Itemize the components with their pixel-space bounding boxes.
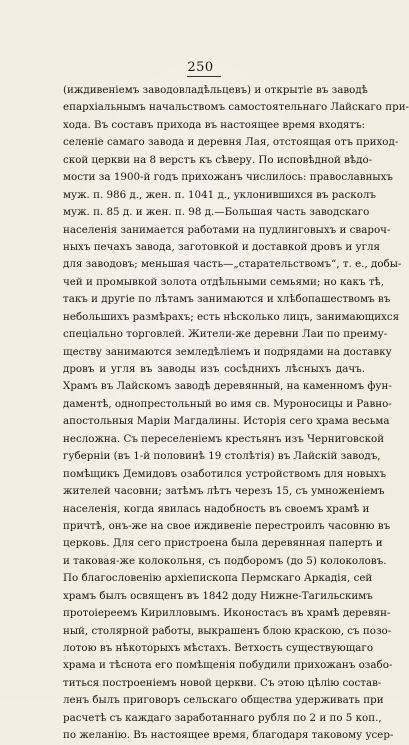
text-line: причтѣ, онъ-же на свое иждивенiе перестроилъ часовню въ <box>63 519 391 532</box>
text-line: церковь. Для сего пристроена была деревянная паперть и <box>63 537 383 550</box>
text-line: селенiе самаго завода и деревня Лая, отстоящая отъ приход- <box>63 136 399 149</box>
text-line: населенiя занимается работами на пудлинговыхъ и свароч- <box>63 223 391 236</box>
text-line: дровъ и угля въ заводы изъ сосѣднихъ лѣсныхъ дачъ. <box>63 363 365 375</box>
text-line: помѣщикъ Демидовъ озаботился устройствомъ для новыхъ <box>63 467 386 480</box>
text-line: губернiи (въ 1-й половинѣ 19 столѣтiя) въ Лайскiй заводъ, <box>63 450 381 463</box>
text-line: муж. п. 85 д. и жен. п. 98 д.—Большая часть заводскаго <box>63 206 370 219</box>
text-line: протоiереемъ Кирилловымъ. Иконостасъ въ храмѣ деревян- <box>63 607 391 620</box>
text-line: ныхъ печахъ завода, заготовкой и доставкой дровъ и угля <box>63 240 381 253</box>
page-number-underline <box>187 76 221 77</box>
text-line: титься построенiемъ новой церкви. Съ этою цѣлiю состав- <box>63 676 382 689</box>
text-line: спецiально торговлей. Жители-же деревни Лаи по преиму- <box>63 328 388 341</box>
text-line: хода. Въ составъ прихода въ настоящее время входятъ: <box>63 118 366 131</box>
text-line: ный, столярной работы, выкрашенъ блою краскою, съ позо- <box>63 624 392 637</box>
text-line: ской церкви на 8 верстъ къ сѣверу. По исповѣдной вѣдо- <box>63 153 373 166</box>
text-line: несложна. Съ переселенiемъ крестьянъ изъ Черниговской <box>63 432 385 445</box>
text-line: расчетѣ съ каждаго заработаннаго рубля по 2 и по 5 коп., <box>63 711 382 724</box>
text-line: (иждивенiемъ заводовладѣльцевъ) и открытiе въ заводѣ <box>63 84 368 96</box>
text-line: апостольныя Марiи Магдалины. Исторiя сего храма весьма <box>63 415 390 428</box>
page-number: 250 <box>187 60 214 75</box>
text-line: Храмъ въ Лайскомъ заводѣ деревянный, на каменномъ фун- <box>63 380 392 393</box>
text-line: чей и промывкой золота отдѣльными семьями; но какъ тѣ, <box>63 275 384 288</box>
text-line: населенiя, когда явилась надобность въ своемъ храмѣ и <box>63 502 370 515</box>
body-text <box>63 82 409 745</box>
text-line: По благословенiю архiепископа Пермскаго Аркадiя, сей <box>63 572 373 585</box>
text-line: епархiальнымъ начальствомъ самостоятельнаго Лайскаго при- <box>63 101 409 114</box>
text-line: ленъ былъ приговоръ сельскаго общества удерживать при <box>63 694 384 707</box>
text-line: даментѣ, однопрестольный во имя св. Муроносицы и Равно- <box>63 397 392 410</box>
text-line: храма и тѣснота его помѣщенiя побудили прихожанъ озабо- <box>63 659 393 672</box>
text-line: для заводовъ; меньшая часть—„старательствомъ“, т. е., добы- <box>63 258 402 271</box>
text-line: небольшихъ размѣрахъ; есть нѣсколько лицъ, занимающихся <box>63 310 400 323</box>
text-line: жителей часовни; затѣмъ лѣтъ черезъ 15, съ умноженiемъ <box>63 485 385 498</box>
text-line: храмъ былъ освященъ въ 1842 доду Нижне-Тагильскимъ <box>63 589 373 602</box>
text-line: мости за 1900-й годъ прихожанъ числилось: православныхъ <box>63 171 393 184</box>
text-line: и таковая-же колокольня, съ подборомъ (до 5) колоколовъ. <box>63 554 387 567</box>
text-line: лотою въ нѣкоторыхъ мѣстахъ. Ветхость существующаго <box>63 642 374 654</box>
text-line: такъ и другiе по лѣтамъ занимаются и хлѣбопашествомъ въ <box>63 293 391 306</box>
text-line: ществу занимаются земледѣлiемъ и подрядами на доставку <box>63 345 392 358</box>
text-line: муж. п. 986 д., жен. п. 1041 д., уклонившихся въ расколъ <box>63 188 376 201</box>
text-line: по желанiю. Въ настоящее время, благодаря таковому усер- <box>63 729 394 742</box>
